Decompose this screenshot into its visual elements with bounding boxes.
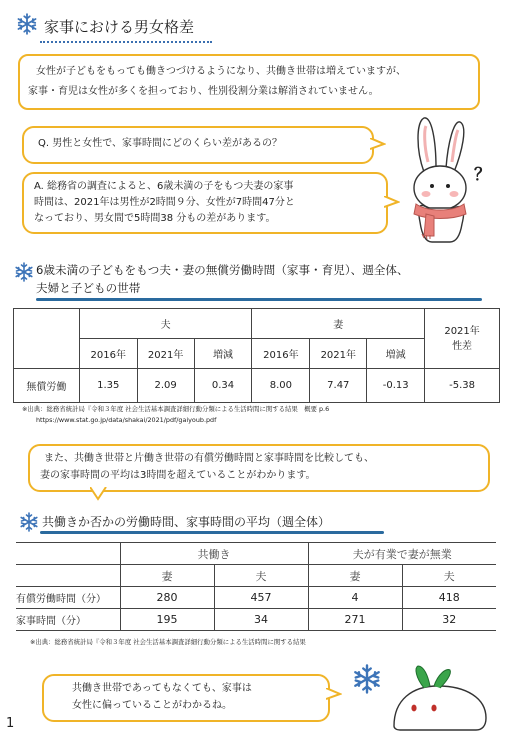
table-cell: 2.09 — [137, 369, 194, 403]
bubble-tail — [384, 196, 400, 208]
answer-line-2: 時間は、2021年は男性が2時間９分、女性が7時間47分と — [34, 197, 295, 208]
header-husband: 夫 — [79, 309, 252, 339]
question-bubble — [22, 126, 374, 164]
source-url-1: https://www.stat.go.jp/data/shakai/2021/pdf/gaiyoub.pdf — [36, 416, 217, 424]
bubble-tail — [326, 688, 342, 700]
table-cell: -0.13 — [367, 369, 425, 403]
section1-title-line1: 6歳未満の子どもをもつ夫・妻の無償労働時間（家事・育児）、週全体、 — [36, 263, 409, 277]
header-gap-year: 2021年 — [444, 325, 480, 337]
page-title: 家事における男女格差 — [44, 18, 195, 36]
page-number: 1 — [6, 716, 15, 731]
bubble-tail — [370, 138, 386, 150]
intro-line-2: 家事・育児は女性が多くを担っており、性別役割分業は解消されていません。 — [28, 86, 379, 97]
table-cell: 7.47 — [310, 369, 367, 403]
table-cell: 195 — [120, 609, 214, 631]
section1-title-line2: 夫婦と子どもの世帯 — [36, 281, 141, 295]
question-mark: ？ — [474, 165, 491, 185]
table-cell: 1.35 — [79, 369, 137, 403]
col-wife: 妻 — [308, 565, 402, 587]
col-2021-wife: 2021年 — [310, 339, 367, 369]
table-corner — [16, 543, 120, 565]
closing-bubble — [42, 674, 330, 722]
snowflake-icon — [352, 664, 382, 694]
intro-box — [18, 54, 480, 110]
section2-underline — [40, 531, 384, 534]
table-cell: 418 — [402, 587, 496, 609]
header-single-income: 夫が有業で妻が無業 — [308, 543, 496, 565]
row-label: 家事時間（分） — [16, 609, 120, 631]
answer-bubble — [22, 172, 388, 234]
table-cell: 32 — [402, 609, 496, 631]
table-row — [16, 587, 496, 609]
unpaid-work-table — [13, 308, 500, 403]
col-change-wife: 増減 — [367, 339, 425, 369]
row-label: 無償労働 — [14, 369, 80, 403]
question-text: Q. 男性と女性で、家事時間にどのくらい差があるの？ — [38, 138, 283, 149]
table-cell: 8.00 — [252, 369, 310, 403]
answer-line-3: なっており、男女間で5時間38 分もの差があります。 — [34, 213, 276, 224]
table-cell: 34 — [214, 609, 308, 631]
snowflake-icon — [19, 512, 39, 532]
title-underline — [40, 41, 212, 43]
col-2021-husband: 2021年 — [137, 339, 194, 369]
intro-line-1: 女性が子どもをもっても働きつづけるようになり、共働き世帯は増えていますが、 — [36, 66, 406, 77]
header-gap — [425, 309, 500, 369]
row-label: 有償労働時間（分） — [16, 587, 120, 609]
table-cell: 457 — [214, 587, 308, 609]
col-change-husband: 増減 — [194, 339, 252, 369]
col-2016-husband: 2016年 — [79, 339, 137, 369]
table-cell: 271 — [308, 609, 402, 631]
table-cell: -5.38 — [425, 369, 500, 403]
table-cell: 280 — [120, 587, 214, 609]
comparison-bubble — [28, 444, 490, 492]
header-gap-label: 性差 — [452, 340, 473, 352]
snowflake-icon — [14, 262, 34, 282]
work-time-table — [16, 542, 496, 631]
snow-rabbit-illustration — [388, 664, 494, 734]
section1-underline — [36, 298, 482, 301]
comparison-line-2: 妻の家事時間の平均は3時間を超えていることがわかります。 — [40, 470, 316, 481]
closing-line-2: 女性に偏っていることがわかるね。 — [72, 700, 232, 711]
bubble-tail — [90, 487, 108, 501]
table-cell: 0.34 — [194, 369, 252, 403]
col-husband: 夫 — [214, 565, 308, 587]
section2-title: 共働きか否かの労働時間、家事時間の平均（週全体） — [42, 515, 331, 529]
col-2016-wife: 2016年 — [252, 339, 310, 369]
answer-line-1: A. 総務省の調査によると、6歳未満の子をもつ夫妻の家事 — [34, 181, 294, 192]
col-husband: 夫 — [402, 565, 496, 587]
col-wife: 妻 — [120, 565, 214, 587]
header-wife: 妻 — [252, 309, 425, 339]
table-cell: 4 — [308, 587, 402, 609]
snowflake-icon — [16, 13, 38, 35]
source-note-1: ※出典：総務省統計局『令和３年度 社会生活基本調査詳細行動分類による生活時間に関する結果 概要 p.6 — [22, 405, 330, 413]
comparison-line-1: また、共働き世帯と片働き世帯の有償労働時間と家事時間を比較しても、 — [44, 453, 374, 464]
table-corner — [16, 565, 120, 587]
header-dual-income: 共働き — [120, 543, 308, 565]
table-corner — [14, 309, 80, 369]
source-note-2: ※出典：総務省統計局『令和３年度 社会生活基本調査詳細行動分類による生活時間に関する結果 — [30, 638, 306, 646]
closing-line-1: 共働き世帯であってもなくても、家事は — [72, 683, 252, 694]
table-row — [16, 609, 496, 631]
